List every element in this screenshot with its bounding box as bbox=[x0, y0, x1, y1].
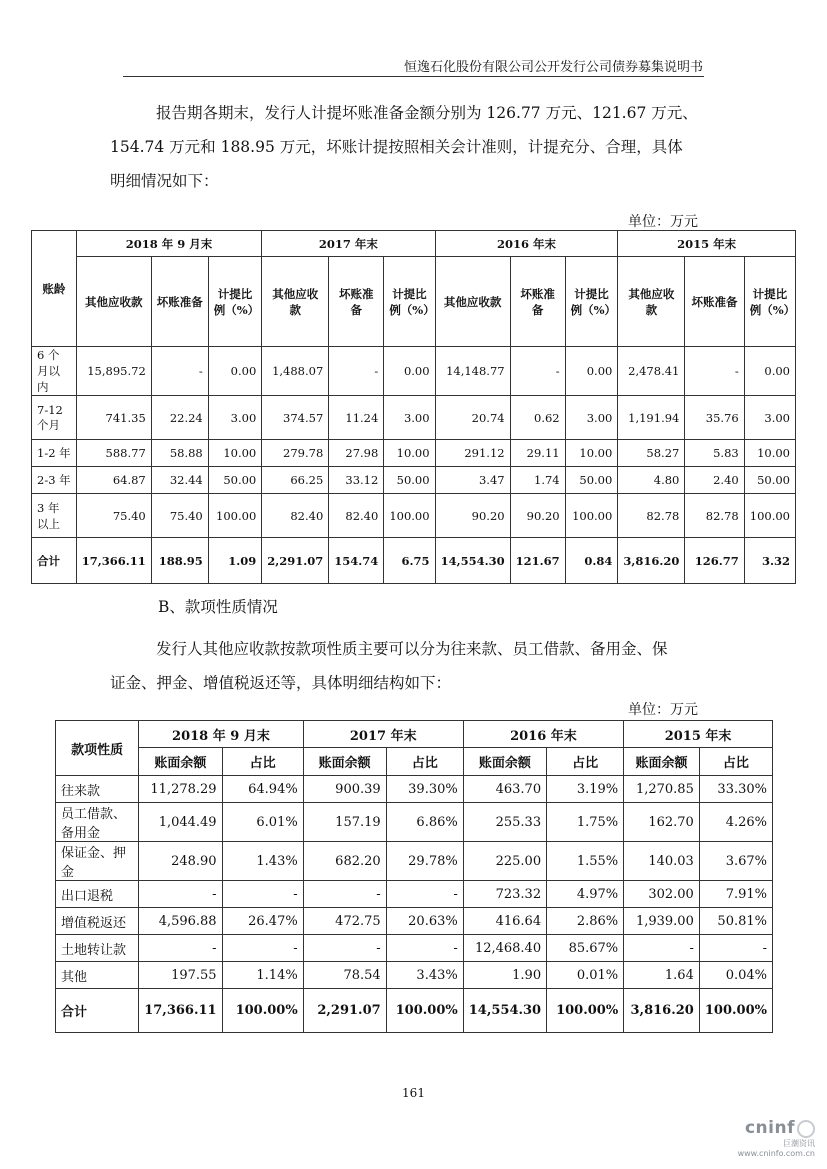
table-cell: 3.00 bbox=[744, 396, 795, 440]
table-cell: 0.00 bbox=[565, 347, 618, 396]
row-label: 3 年以上 bbox=[32, 494, 77, 538]
sub-header: 占比 bbox=[699, 748, 772, 776]
age-header: 账龄 bbox=[32, 231, 77, 347]
table-cell: 78.54 bbox=[303, 962, 386, 989]
table-cell: 50.00 bbox=[208, 467, 262, 494]
table-cell: 162.70 bbox=[624, 803, 700, 842]
nature-table bbox=[55, 720, 773, 1033]
table-cell: 15,895.72 bbox=[76, 347, 151, 396]
period-header: 2015 年末 bbox=[618, 231, 796, 257]
table-cell: 154.74 bbox=[329, 538, 384, 584]
table-cell: 1.75% bbox=[547, 803, 624, 842]
table-cell: - bbox=[303, 881, 386, 908]
table-cell: 10.00 bbox=[565, 440, 618, 467]
row-label: 7-12 个月 bbox=[32, 396, 77, 440]
table-row bbox=[32, 396, 796, 440]
table-row bbox=[56, 803, 773, 842]
paragraph-line: 报告期各期末，发行人计提坏账准备金额分别为 126.77 万元、121.67 万元、 bbox=[156, 104, 698, 122]
table-cell: - bbox=[386, 881, 463, 908]
table-cell: 1,270.85 bbox=[624, 776, 700, 803]
paragraph-bad-debt bbox=[110, 96, 710, 198]
table-cell: 126.77 bbox=[685, 538, 744, 584]
table-cell: 82.78 bbox=[685, 494, 744, 538]
sub-header: 其他应收款 bbox=[262, 257, 329, 347]
table-cell: 302.00 bbox=[624, 881, 700, 908]
table-cell: - bbox=[303, 935, 386, 962]
table-cell: 20.74 bbox=[435, 396, 510, 440]
nature-header: 款项性质 bbox=[56, 721, 139, 776]
table-cell: 4.80 bbox=[618, 467, 685, 494]
table-cell: 14,554.30 bbox=[463, 989, 546, 1033]
table-row bbox=[56, 842, 773, 881]
sub-header: 坏账准备 bbox=[329, 257, 384, 347]
row-label: 往来款 bbox=[56, 776, 139, 803]
logo-url: www.cninfo.com.cn bbox=[737, 1149, 815, 1158]
table-cell: - bbox=[329, 347, 384, 396]
row-label: 保证金、押金 bbox=[56, 842, 139, 881]
table-cell: - bbox=[386, 935, 463, 962]
section-heading-b: B、款项性质情况 bbox=[158, 598, 278, 616]
row-label: 合计 bbox=[56, 989, 139, 1033]
unit-label: 单位：万元 bbox=[628, 214, 698, 230]
sub-header: 坏账准备 bbox=[151, 257, 208, 347]
sub-header: 其他应收款 bbox=[76, 257, 151, 347]
table-cell: 1,044.49 bbox=[139, 803, 222, 842]
table-cell: 1.43% bbox=[222, 842, 303, 881]
table-cell: 0.62 bbox=[510, 396, 565, 440]
table-cell: 463.70 bbox=[463, 776, 546, 803]
table-cell: - bbox=[151, 347, 208, 396]
period-header: 2017 年末 bbox=[303, 721, 463, 748]
table-cell: 14,554.30 bbox=[435, 538, 510, 584]
document-header-title: 恒逸石化股份有限公司公开发行公司债券募集说明书 bbox=[403, 60, 703, 75]
table-cell: 0.84 bbox=[565, 538, 618, 584]
table-cell: 2,478.41 bbox=[618, 347, 685, 396]
logo-brand: cninf bbox=[744, 1118, 795, 1138]
header-divider bbox=[123, 76, 704, 77]
total-row bbox=[32, 538, 796, 584]
table-cell: 4.26% bbox=[699, 803, 772, 842]
table-cell: 35.76 bbox=[685, 396, 744, 440]
table-cell: 140.03 bbox=[624, 842, 700, 881]
table-cell: 39.30% bbox=[386, 776, 463, 803]
table-cell: 17,366.11 bbox=[76, 538, 151, 584]
table-cell: 85.67% bbox=[547, 935, 624, 962]
table-cell: 29.11 bbox=[510, 440, 565, 467]
page-number: 161 bbox=[402, 1086, 425, 1100]
sub-header: 其他应收款 bbox=[618, 257, 685, 347]
table-cell: 100.00% bbox=[547, 989, 624, 1033]
period-header: 2015 年末 bbox=[624, 721, 773, 748]
table-cell: 5.83 bbox=[685, 440, 744, 467]
table-cell: 82.78 bbox=[618, 494, 685, 538]
table-cell: 100.00% bbox=[222, 989, 303, 1033]
table-cell: 6.86% bbox=[386, 803, 463, 842]
table-cell: 1,488.07 bbox=[262, 347, 329, 396]
table-cell: - bbox=[699, 935, 772, 962]
table-cell: 0.04% bbox=[699, 962, 772, 989]
table-cell: 66.25 bbox=[262, 467, 329, 494]
logo-mark-icon bbox=[797, 1120, 815, 1138]
row-label: 合计 bbox=[32, 538, 77, 584]
table-cell: 588.77 bbox=[76, 440, 151, 467]
sub-header: 账面余额 bbox=[624, 748, 700, 776]
table-cell: 0.01% bbox=[547, 962, 624, 989]
table-cell: 50.81% bbox=[699, 908, 772, 935]
table-cell: 3.43% bbox=[386, 962, 463, 989]
table-cell: 26.47% bbox=[222, 908, 303, 935]
table-cell: 3,816.20 bbox=[624, 989, 700, 1033]
table-cell: 1.90 bbox=[463, 962, 546, 989]
table-cell: 3.00 bbox=[208, 396, 262, 440]
paragraph-line: 发行人其他应收款按款项性质主要可以分为往来款、员工借款、备用金、保 bbox=[156, 640, 668, 658]
table-cell: 4.97% bbox=[547, 881, 624, 908]
table-cell: 64.94% bbox=[222, 776, 303, 803]
sub-header: 计提比例（%） bbox=[744, 257, 795, 347]
table-row bbox=[32, 494, 796, 538]
table-cell: 22.24 bbox=[151, 396, 208, 440]
table-cell: 1,191.94 bbox=[618, 396, 685, 440]
sub-header: 其他应收款 bbox=[435, 257, 510, 347]
table-cell: - bbox=[222, 935, 303, 962]
table-cell: - bbox=[624, 935, 700, 962]
table-cell: 3,816.20 bbox=[618, 538, 685, 584]
sub-header: 账面余额 bbox=[463, 748, 546, 776]
table-cell: 1.55% bbox=[547, 842, 624, 881]
table-cell: 50.00 bbox=[565, 467, 618, 494]
table-cell: 3.00 bbox=[565, 396, 618, 440]
logo-cn: 巨潮资讯 bbox=[783, 1139, 815, 1148]
table-cell: 100.00 bbox=[384, 494, 435, 538]
row-label: 其他 bbox=[56, 962, 139, 989]
table-cell: 0.00 bbox=[208, 347, 262, 396]
table-cell: 3.19% bbox=[547, 776, 624, 803]
period-header: 2017 年末 bbox=[262, 231, 435, 257]
table-cell: 1.74 bbox=[510, 467, 565, 494]
table-cell: 0.00 bbox=[384, 347, 435, 396]
table-cell: 1.64 bbox=[624, 962, 700, 989]
row-label: 2-3 年 bbox=[32, 467, 77, 494]
row-label: 员工借款、备用金 bbox=[56, 803, 139, 842]
table-cell: 12,468.40 bbox=[463, 935, 546, 962]
table-cell: 50.00 bbox=[744, 467, 795, 494]
row-label: 增值税返还 bbox=[56, 908, 139, 935]
sub-header: 占比 bbox=[547, 748, 624, 776]
table-cell: 75.40 bbox=[76, 494, 151, 538]
table-cell: 3.67% bbox=[699, 842, 772, 881]
table-cell: 1,939.00 bbox=[624, 908, 700, 935]
sub-header: 计提比例（%） bbox=[565, 257, 618, 347]
table-cell: 29.78% bbox=[386, 842, 463, 881]
table-cell: 741.35 bbox=[76, 396, 151, 440]
cninf-logo bbox=[738, 1118, 815, 1158]
table-cell: 225.00 bbox=[463, 842, 546, 881]
table-cell: 11,278.29 bbox=[139, 776, 222, 803]
table-cell: 33.12 bbox=[329, 467, 384, 494]
table-cell: 82.40 bbox=[262, 494, 329, 538]
row-label: 土地转让款 bbox=[56, 935, 139, 962]
table-cell: 416.64 bbox=[463, 908, 546, 935]
table-cell: 1.09 bbox=[208, 538, 262, 584]
table-cell: 20.63% bbox=[386, 908, 463, 935]
table-cell: 27.98 bbox=[329, 440, 384, 467]
table-cell: 100.00% bbox=[386, 989, 463, 1033]
sub-header: 账面余额 bbox=[139, 748, 222, 776]
table-cell: 900.39 bbox=[303, 776, 386, 803]
table-cell: 90.20 bbox=[435, 494, 510, 538]
table-cell: 374.57 bbox=[262, 396, 329, 440]
total-row bbox=[56, 989, 773, 1033]
table-cell: - bbox=[685, 347, 744, 396]
table-cell: 10.00 bbox=[744, 440, 795, 467]
table-row bbox=[32, 347, 796, 396]
paragraph-nature bbox=[110, 632, 710, 700]
table-cell: 682.20 bbox=[303, 842, 386, 881]
table-cell: 2,291.07 bbox=[303, 989, 386, 1033]
row-label: 出口退税 bbox=[56, 881, 139, 908]
period-header: 2016 年末 bbox=[463, 721, 623, 748]
period-header: 2016 年末 bbox=[435, 231, 618, 257]
table-cell: 17,366.11 bbox=[139, 989, 222, 1033]
table-cell: 157.19 bbox=[303, 803, 386, 842]
table-cell: - bbox=[139, 935, 222, 962]
table-cell: 11.24 bbox=[329, 396, 384, 440]
period-header: 2018 年 9 月末 bbox=[139, 721, 304, 748]
table-cell: 255.33 bbox=[463, 803, 546, 842]
table-row bbox=[56, 935, 773, 962]
table-row bbox=[32, 440, 796, 467]
sub-header: 计提比例（%） bbox=[208, 257, 262, 347]
table-cell: 3.47 bbox=[435, 467, 510, 494]
row-label: 6 个月以内 bbox=[32, 347, 77, 396]
sub-header: 坏账准备 bbox=[685, 257, 744, 347]
table-cell: 50.00 bbox=[384, 467, 435, 494]
table-row bbox=[56, 908, 773, 935]
table-cell: 723.32 bbox=[463, 881, 546, 908]
table-cell: 10.00 bbox=[208, 440, 262, 467]
sub-header: 占比 bbox=[386, 748, 463, 776]
table-cell: 2.40 bbox=[685, 467, 744, 494]
period-header: 2018 年 9 月末 bbox=[76, 231, 262, 257]
table-cell: 100.00 bbox=[565, 494, 618, 538]
table-cell: 75.40 bbox=[151, 494, 208, 538]
table-cell: 0.00 bbox=[744, 347, 795, 396]
paragraph-line: 证金、押金、增值税返还等，具体明细结构如下： bbox=[110, 674, 452, 692]
sub-header: 账面余额 bbox=[303, 748, 386, 776]
table-cell: 100.00 bbox=[208, 494, 262, 538]
table-cell: 58.27 bbox=[618, 440, 685, 467]
table-cell: 100.00% bbox=[699, 989, 772, 1033]
table-cell: - bbox=[139, 881, 222, 908]
table-cell: 32.44 bbox=[151, 467, 208, 494]
table-cell: 2,291.07 bbox=[262, 538, 329, 584]
unit-label: 单位：万元 bbox=[628, 702, 698, 718]
paragraph-line: 明细情况如下： bbox=[110, 172, 219, 190]
row-label: 1-2 年 bbox=[32, 440, 77, 467]
table-cell: - bbox=[510, 347, 565, 396]
aging-table bbox=[31, 230, 796, 584]
table-cell: 121.67 bbox=[510, 538, 565, 584]
table-cell: 188.95 bbox=[151, 538, 208, 584]
table-cell: 33.30% bbox=[699, 776, 772, 803]
table-cell: 2.86% bbox=[547, 908, 624, 935]
table-cell: 197.55 bbox=[139, 962, 222, 989]
table-cell: 100.00 bbox=[744, 494, 795, 538]
table-cell: - bbox=[222, 881, 303, 908]
table-cell: 58.88 bbox=[151, 440, 208, 467]
table-cell: 472.75 bbox=[303, 908, 386, 935]
table-cell: 90.20 bbox=[510, 494, 565, 538]
table-cell: 3.00 bbox=[384, 396, 435, 440]
table-row bbox=[32, 467, 796, 494]
paragraph-line: 154.74 万元和 188.95 万元，坏账计提按照相关会计准则，计提充分、合理，具体 bbox=[110, 138, 683, 156]
table-cell: 14,148.77 bbox=[435, 347, 510, 396]
table-cell: 1.14% bbox=[222, 962, 303, 989]
sub-header: 计提比例（%） bbox=[384, 257, 435, 347]
table-cell: 6.01% bbox=[222, 803, 303, 842]
table-cell: 82.40 bbox=[329, 494, 384, 538]
table-cell: 10.00 bbox=[384, 440, 435, 467]
sub-header: 占比 bbox=[222, 748, 303, 776]
table-cell: 7.91% bbox=[699, 881, 772, 908]
table-cell: 248.90 bbox=[139, 842, 222, 881]
table-cell: 4,596.88 bbox=[139, 908, 222, 935]
table-row bbox=[56, 962, 773, 989]
table-cell: 64.87 bbox=[76, 467, 151, 494]
table-cell: 279.78 bbox=[262, 440, 329, 467]
table-cell: 3.32 bbox=[744, 538, 795, 584]
table-cell: 6.75 bbox=[384, 538, 435, 584]
table-row bbox=[56, 881, 773, 908]
table-row bbox=[56, 776, 773, 803]
sub-header: 坏账准备 bbox=[510, 257, 565, 347]
table-cell: 291.12 bbox=[435, 440, 510, 467]
